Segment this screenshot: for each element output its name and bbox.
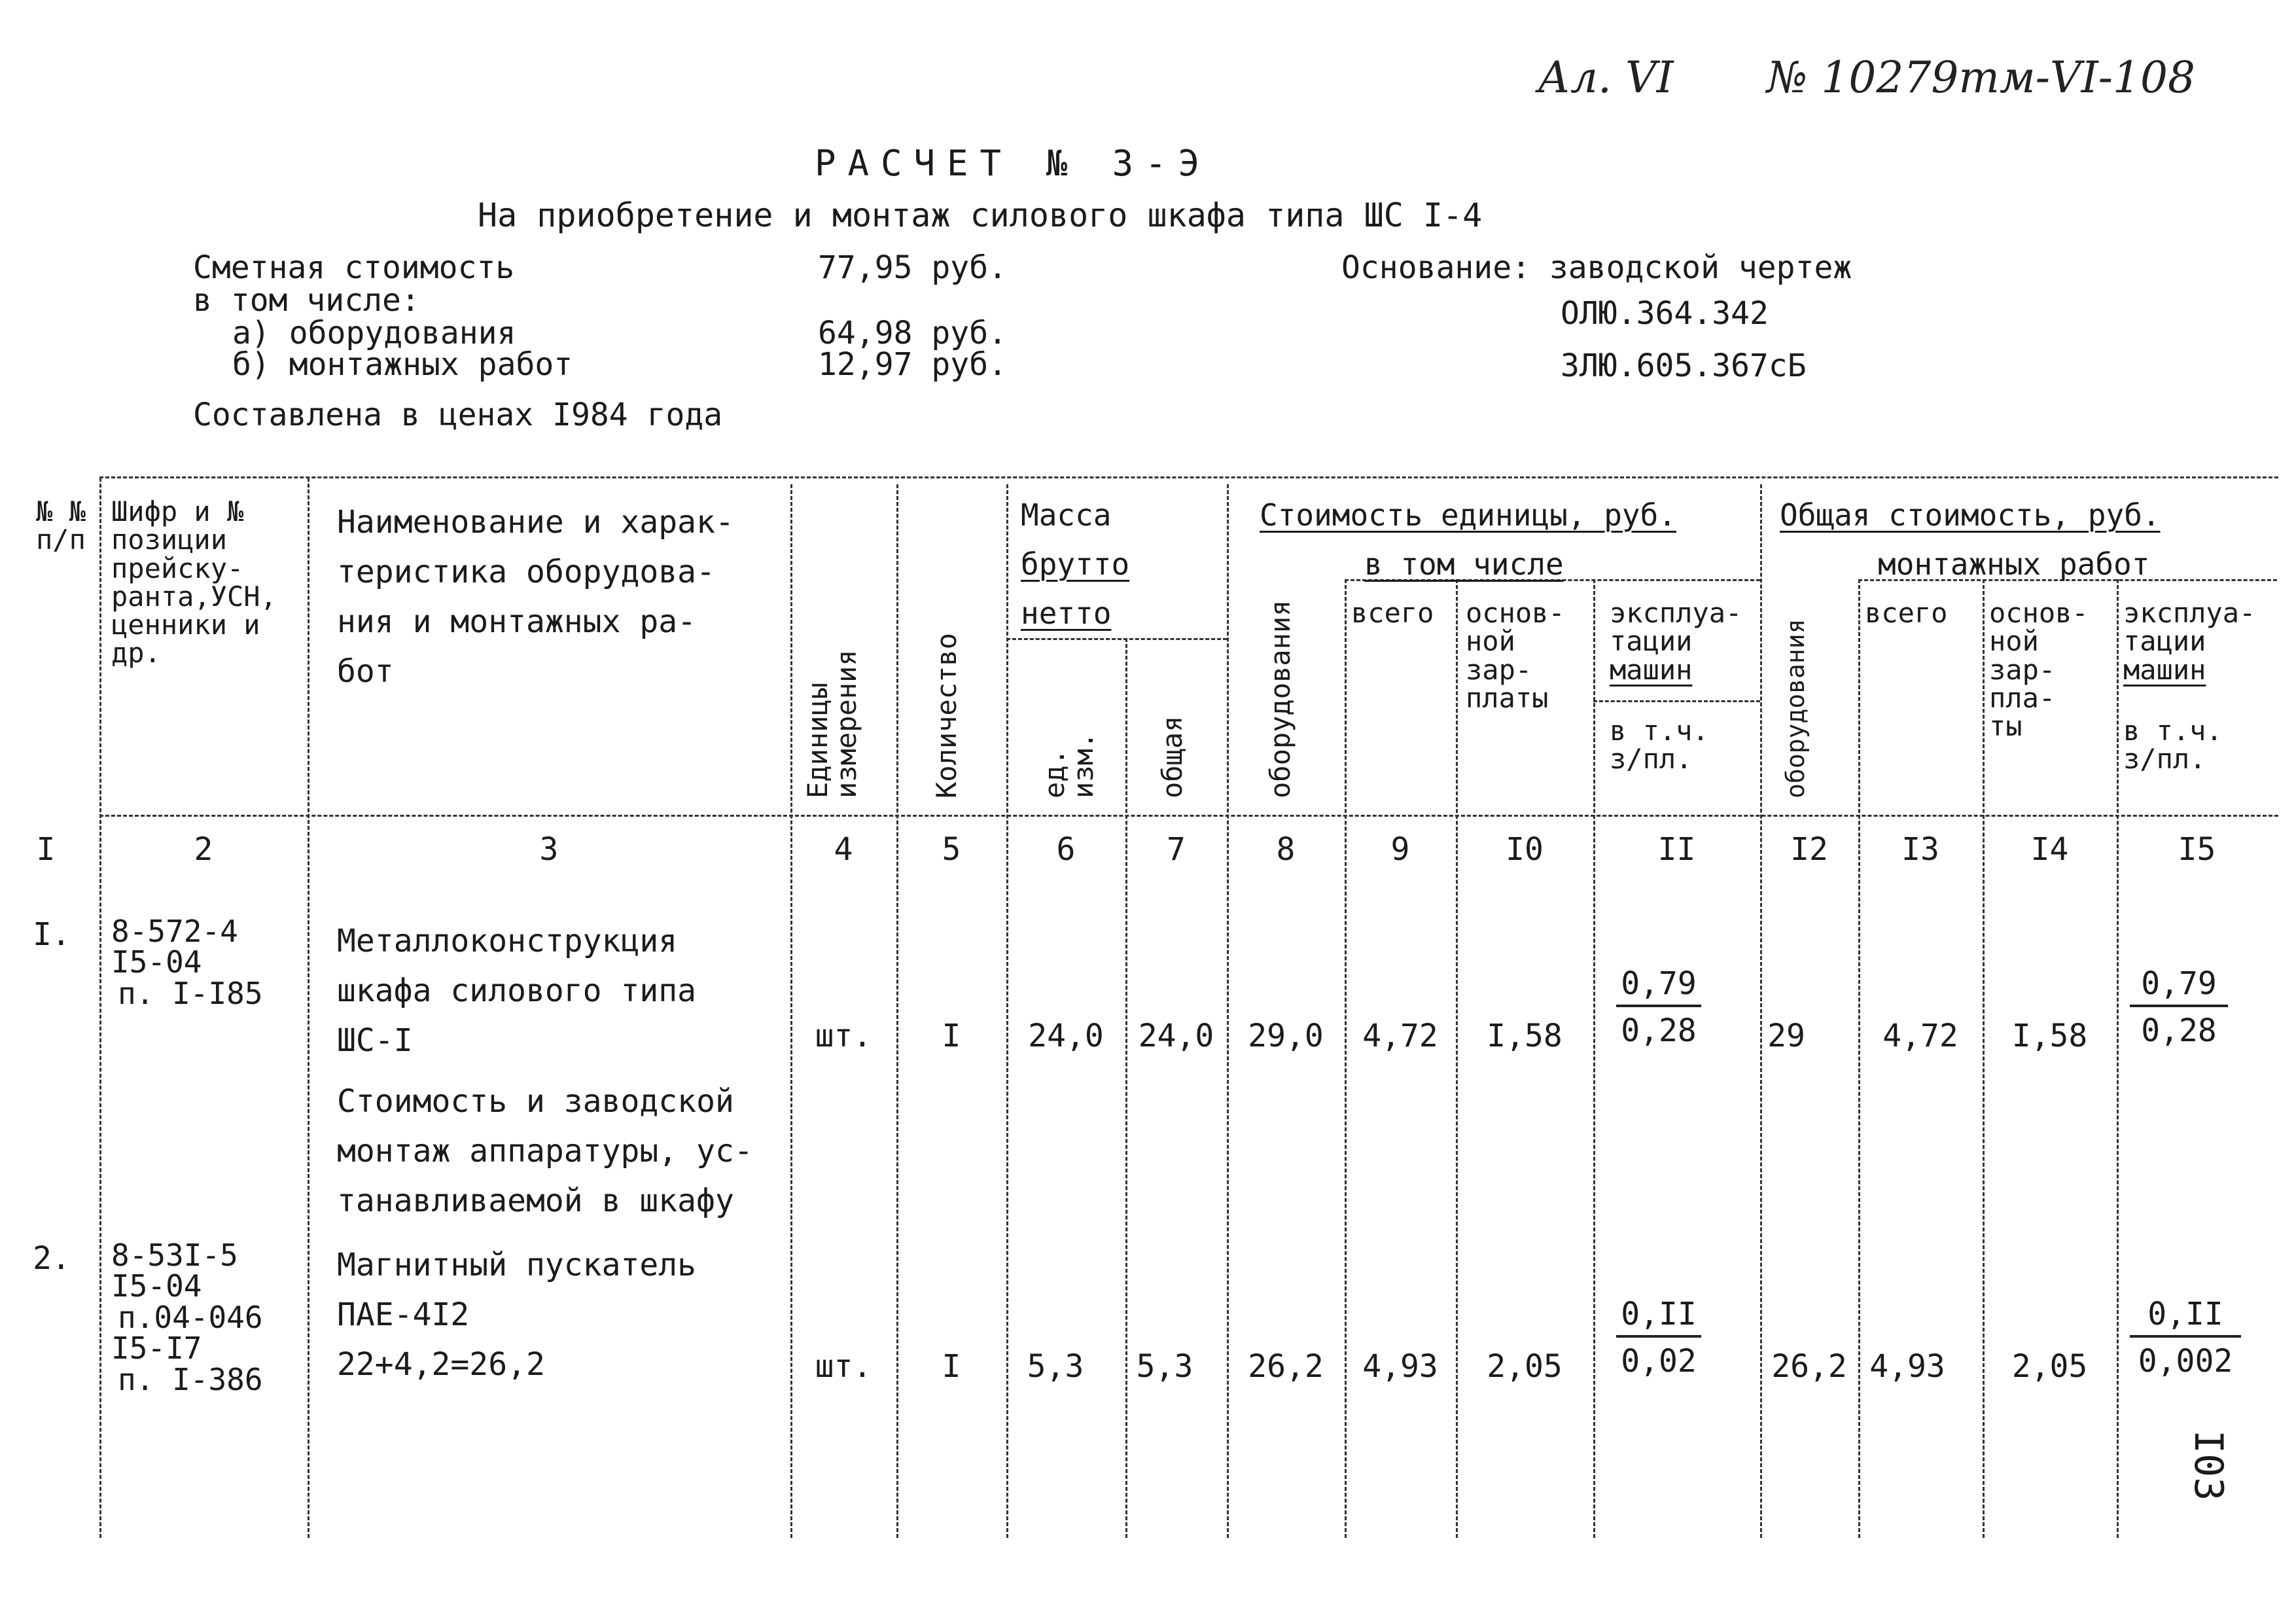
row-name-line: ПАЕ-4I2	[337, 1296, 470, 1333]
header-col10-line: зар-	[1466, 653, 1532, 686]
header-col4-line: Единицы	[802, 682, 834, 798]
header-col3	[337, 497, 734, 696]
column-number: II	[1657, 831, 1696, 868]
header-col13: всего	[1865, 597, 1948, 629]
header-mass: Масса	[1021, 497, 1112, 533]
header-col2-line: прейску-	[111, 552, 244, 584]
page-subtitle: На приобретение и монтаж силового шкафа типа ШС I-4	[478, 196, 1483, 234]
row-code-line: п.04-046	[118, 1299, 263, 1335]
header-install-works: монтажных работ	[1878, 546, 2150, 582]
column-number: 7	[1167, 831, 1186, 868]
column-number: 2	[194, 831, 213, 868]
row-inst-machine	[2130, 965, 2228, 1049]
row-unit-machine-wage: 0,02	[1621, 1343, 1697, 1380]
header-col2-line: др.	[111, 637, 161, 669]
table-divider	[1983, 579, 1985, 1538]
header-col6-line: ед.	[1038, 749, 1070, 798]
row-code-line: I5-04	[111, 1268, 202, 1304]
header-col3-line: теристика оборудова-	[337, 554, 715, 590]
table-divider	[1456, 579, 1458, 1538]
row-unit-wage: 2,05	[1487, 1348, 1563, 1385]
header-col10-line: платы	[1466, 681, 1549, 714]
row-unit-wage: I,58	[1487, 1018, 1563, 1054]
section-note-line: танавливаемой в шкафу	[337, 1183, 734, 1219]
row-unit-machine-total: 0,79	[1616, 965, 1701, 1007]
row-unit-total: 4,93	[1362, 1348, 1438, 1385]
header-unit-cost: Стоимость единицы, руб.	[1260, 497, 1676, 533]
row-mass-unit: 24,0	[1028, 1018, 1104, 1054]
row-name	[337, 916, 696, 1065]
document-number-stamp: № 10279тм-VI-108	[1767, 52, 2196, 103]
row-unit-machine-total: 0,II	[1616, 1296, 1701, 1338]
mach-divider	[1593, 700, 1760, 702]
column-number: 9	[1390, 831, 1410, 868]
row-code-line: п. I-386	[118, 1361, 263, 1397]
header-col12: оборудования	[1781, 618, 1810, 798]
header-col14-line: пла-	[1989, 681, 2056, 714]
column-number: 8	[1276, 831, 1296, 868]
basis-doc-2: ЗЛЮ.605.367сБ	[1561, 348, 1807, 384]
header-col8: оборудования	[1264, 599, 1296, 798]
equipment-label: а) оборудования	[232, 315, 516, 351]
row-equip-total: 26,2	[1771, 1348, 1847, 1385]
table-divider	[308, 478, 309, 1538]
row-code-line: I5-I7	[111, 1330, 202, 1366]
equipment-value: 64,98 руб.	[818, 315, 1007, 351]
header-col11-sub	[1610, 717, 1709, 774]
row-inst-machine-wage: 0,002	[2138, 1343, 2233, 1380]
row-unit-total: 4,72	[1362, 1018, 1438, 1054]
row-unit-machine	[1616, 965, 1701, 1049]
column-number: I3	[1901, 831, 1939, 868]
row-inst-total: 4,93	[1869, 1348, 1945, 1385]
header-col2-line: ценники и	[111, 609, 260, 641]
row-code	[111, 1240, 263, 1395]
row-unit-machine-wage: 0,28	[1621, 1012, 1697, 1049]
basis-label: Основание: заводской чертеж	[1341, 249, 1852, 286]
header-col11-sub-line: з/пл.	[1610, 743, 1693, 776]
column-number: I4	[2030, 831, 2069, 868]
header-col1-line: № №	[36, 495, 86, 527]
section-note-line: Стоимость и заводской	[337, 1083, 734, 1120]
estimated-cost-label: Сметная стоимость	[193, 249, 515, 286]
section-note-line: монтаж аппаратуры, ус-	[337, 1133, 753, 1169]
table-divider	[1593, 579, 1595, 1538]
row-name-line: ШС-I	[337, 1022, 413, 1059]
row-inst-machine-total: 0,79	[2130, 965, 2228, 1007]
header-col14-line: ной	[1989, 625, 2039, 658]
table-top-border	[99, 476, 2278, 478]
header-col10	[1466, 599, 1565, 712]
row-qty: I	[942, 1018, 961, 1054]
row-unit-machine	[1616, 1296, 1701, 1380]
header-col11-line: машин	[1610, 653, 1693, 686]
header-col15	[2123, 599, 2255, 684]
table-divider	[1345, 579, 1347, 1538]
row-name	[337, 1240, 696, 1389]
row-code-line: 8-572-4	[111, 914, 238, 949]
header-col2	[111, 497, 277, 668]
header-col6	[1040, 687, 1098, 798]
row-name-line: шкафа силового типа	[337, 972, 697, 1009]
header-bottom-border	[99, 815, 2278, 817]
header-col15-line: эксплуа-	[2123, 597, 2256, 629]
installation-value: 12,97 руб.	[818, 346, 1007, 383]
row-inst-total: 4,72	[1882, 1018, 1958, 1054]
column-number: 5	[942, 831, 961, 868]
row-inst-machine-total: 0,II	[2130, 1296, 2241, 1338]
column-number: 6	[1056, 831, 1076, 868]
row-inst-wage: 2,05	[2011, 1348, 2088, 1385]
column-number: 4	[834, 831, 853, 868]
header-col3-line: Наименование и харак-	[337, 504, 734, 541]
row-name-line: 22+4,2=26,2	[337, 1346, 545, 1383]
header-col11-sub-line: в т.ч.	[1610, 715, 1709, 747]
row-code-line: I5-04	[111, 944, 202, 980]
header-col4	[804, 609, 861, 798]
column-number: I0	[1506, 831, 1544, 868]
row-inst-machine-wage: 0,28	[2141, 1012, 2217, 1049]
header-col4-line: измерения	[830, 649, 863, 798]
header-col11-line: эксплуа-	[1610, 597, 1742, 629]
including-label: в том числе:	[193, 282, 420, 319]
header-col2-line: ранта,УСН,	[111, 580, 277, 613]
header-col3-line: ния и монтажных ра-	[337, 603, 697, 640]
column-number: I5	[2178, 831, 2216, 868]
row-mass-total: 24,0	[1138, 1018, 1214, 1054]
header-brutto: брутто	[1021, 546, 1130, 582]
row-inst-machine	[2130, 1296, 2241, 1380]
header-col15-sub-line: з/пл.	[2123, 743, 2206, 776]
header-col5: Количество	[930, 633, 963, 798]
row-equip-unit: 26,2	[1248, 1348, 1324, 1385]
estimated-cost-value: 77,95 руб.	[818, 249, 1007, 286]
column-number: 3	[539, 831, 559, 868]
page-title: РАСЧЕТ № 3-Э	[815, 143, 1212, 184]
header-col15-line: тации	[2123, 625, 2206, 658]
row-name-line: Магнитный пускатель	[337, 1247, 697, 1283]
row-code-line: п. I-I85	[118, 975, 263, 1011]
table-divider	[1858, 579, 1860, 1538]
header-total-cost: Общая стоимость, руб.	[1780, 497, 2161, 533]
column-number: I	[36, 831, 56, 868]
header-col1	[36, 497, 86, 554]
album-stamp: Ал. VI	[1538, 52, 1674, 103]
header-col6-line: изм.	[1067, 732, 1100, 798]
header-netto: нетто	[1021, 596, 1112, 631]
header-col9: всего	[1351, 597, 1434, 629]
header-col14-line: основ-	[1989, 597, 2089, 629]
row-name-line: Металлоконструкция	[337, 923, 678, 959]
row-qty: I	[942, 1348, 961, 1385]
header-col2-line: позиции	[111, 524, 228, 556]
header-col11	[1610, 599, 1742, 684]
row-number: 2.	[33, 1240, 71, 1277]
header-incl: в том числе	[1364, 546, 1564, 582]
header-col10-line: основ-	[1466, 597, 1565, 629]
header-col15-line: машин	[2123, 653, 2206, 686]
row-unit: шт.	[815, 1018, 872, 1054]
mass-divider	[1006, 638, 1227, 640]
row-code	[111, 916, 263, 1009]
row-equip-total: 29	[1767, 1018, 1805, 1054]
row-unit: шт.	[815, 1348, 872, 1385]
header-col11-line: тации	[1610, 625, 1693, 658]
header-col15-sub-line: в т.ч.	[2123, 715, 2223, 747]
installation-label: б) монтажных работ	[232, 346, 573, 383]
header-col1-line: п/п	[36, 524, 86, 556]
prices-note: Составлена в ценах I984 года	[193, 397, 723, 433]
row-number: I.	[33, 916, 71, 953]
table-divider	[99, 478, 101, 1538]
section-note	[337, 1077, 753, 1226]
header-col14-line: зар-	[1989, 653, 2056, 686]
page-number: I03	[2185, 1430, 2231, 1501]
row-code-line: 8-53I-5	[111, 1238, 238, 1273]
header-col10-line: ной	[1466, 625, 1515, 658]
header-col14	[1989, 599, 2089, 740]
row-equip-unit: 29,0	[1248, 1018, 1324, 1054]
row-inst-wage: I,58	[2011, 1018, 2088, 1054]
row-mass-unit: 5,3	[1027, 1348, 1084, 1385]
table-divider	[2117, 579, 2119, 1538]
header-col15-sub	[2123, 717, 2223, 774]
header-col3-line: бот	[337, 653, 394, 690]
header-col14-line: ты	[1989, 710, 2022, 742]
column-number: I2	[1790, 831, 1828, 868]
header-col7: общая	[1156, 715, 1188, 798]
row-mass-total: 5,3	[1136, 1348, 1193, 1385]
basis-doc-1: ОЛЮ.364.342	[1561, 295, 1769, 332]
table-divider	[1125, 638, 1127, 1538]
header-col2-line: Шифр и №	[111, 495, 244, 527]
